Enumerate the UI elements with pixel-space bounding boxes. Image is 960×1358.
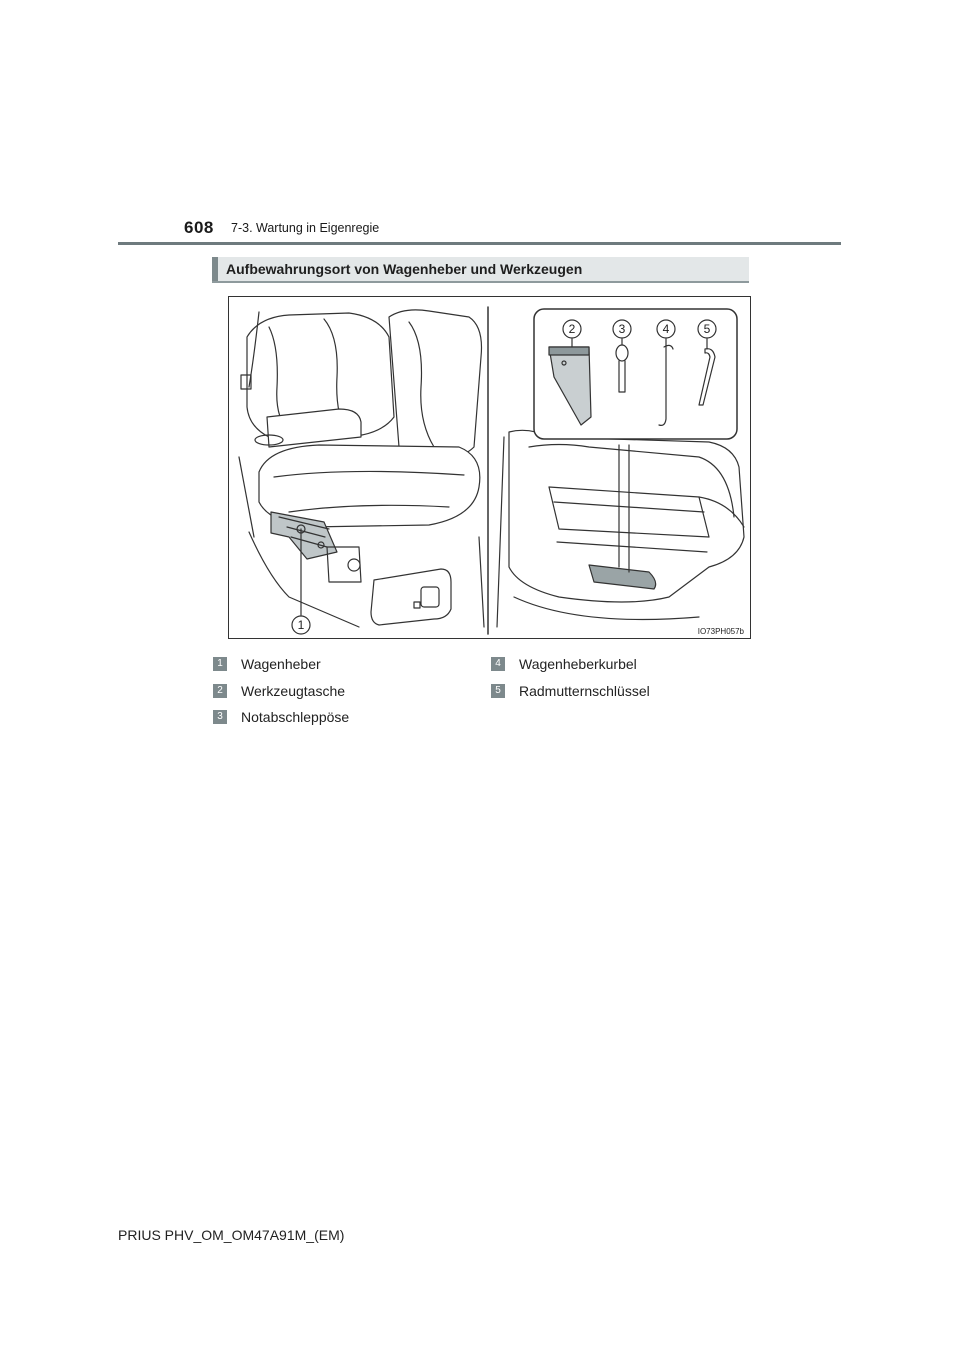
callout-5: 5 [703, 322, 711, 336]
header-divider [118, 242, 841, 245]
legend-number: 3 [213, 710, 227, 724]
jack-tools-illustration [228, 296, 751, 639]
legend-label: Wagenheber [241, 656, 321, 672]
legend-item [213, 709, 349, 725]
legend-number: 4 [491, 657, 505, 671]
legend-item [213, 683, 345, 699]
page-number: 608 [184, 218, 214, 237]
section-heading [212, 257, 749, 283]
legend-number: 2 [213, 684, 227, 698]
legend-number: 1 [213, 657, 227, 671]
callout-4: 4 [662, 322, 670, 336]
legend-item [491, 683, 650, 699]
callout-2: 2 [568, 322, 576, 336]
legend-item [491, 656, 637, 672]
legend-item [213, 656, 321, 672]
heading-title: Aufbewahrungsort von Wagenheber und Werkzeugen [226, 261, 583, 277]
figure-code: IO73PH057b [697, 627, 744, 636]
legend-label: Wagenheberkurbel [519, 656, 637, 672]
legend-label: Radmutternschlüssel [519, 683, 650, 699]
callout-1: 1 [297, 618, 305, 632]
callout-3: 3 [618, 322, 626, 336]
legend-number: 5 [491, 684, 505, 698]
document-footer: PRIUS PHV_OM_OM47A91M_(EM) [118, 1227, 345, 1243]
legend-label: Notabschleppöse [241, 709, 350, 725]
illustration-drawing [229, 297, 751, 639]
section-title: 7-3. Wartung in Eigenregie [231, 221, 380, 235]
heading-accent [212, 257, 218, 281]
legend-label: Werkzeugtasche [241, 683, 346, 699]
